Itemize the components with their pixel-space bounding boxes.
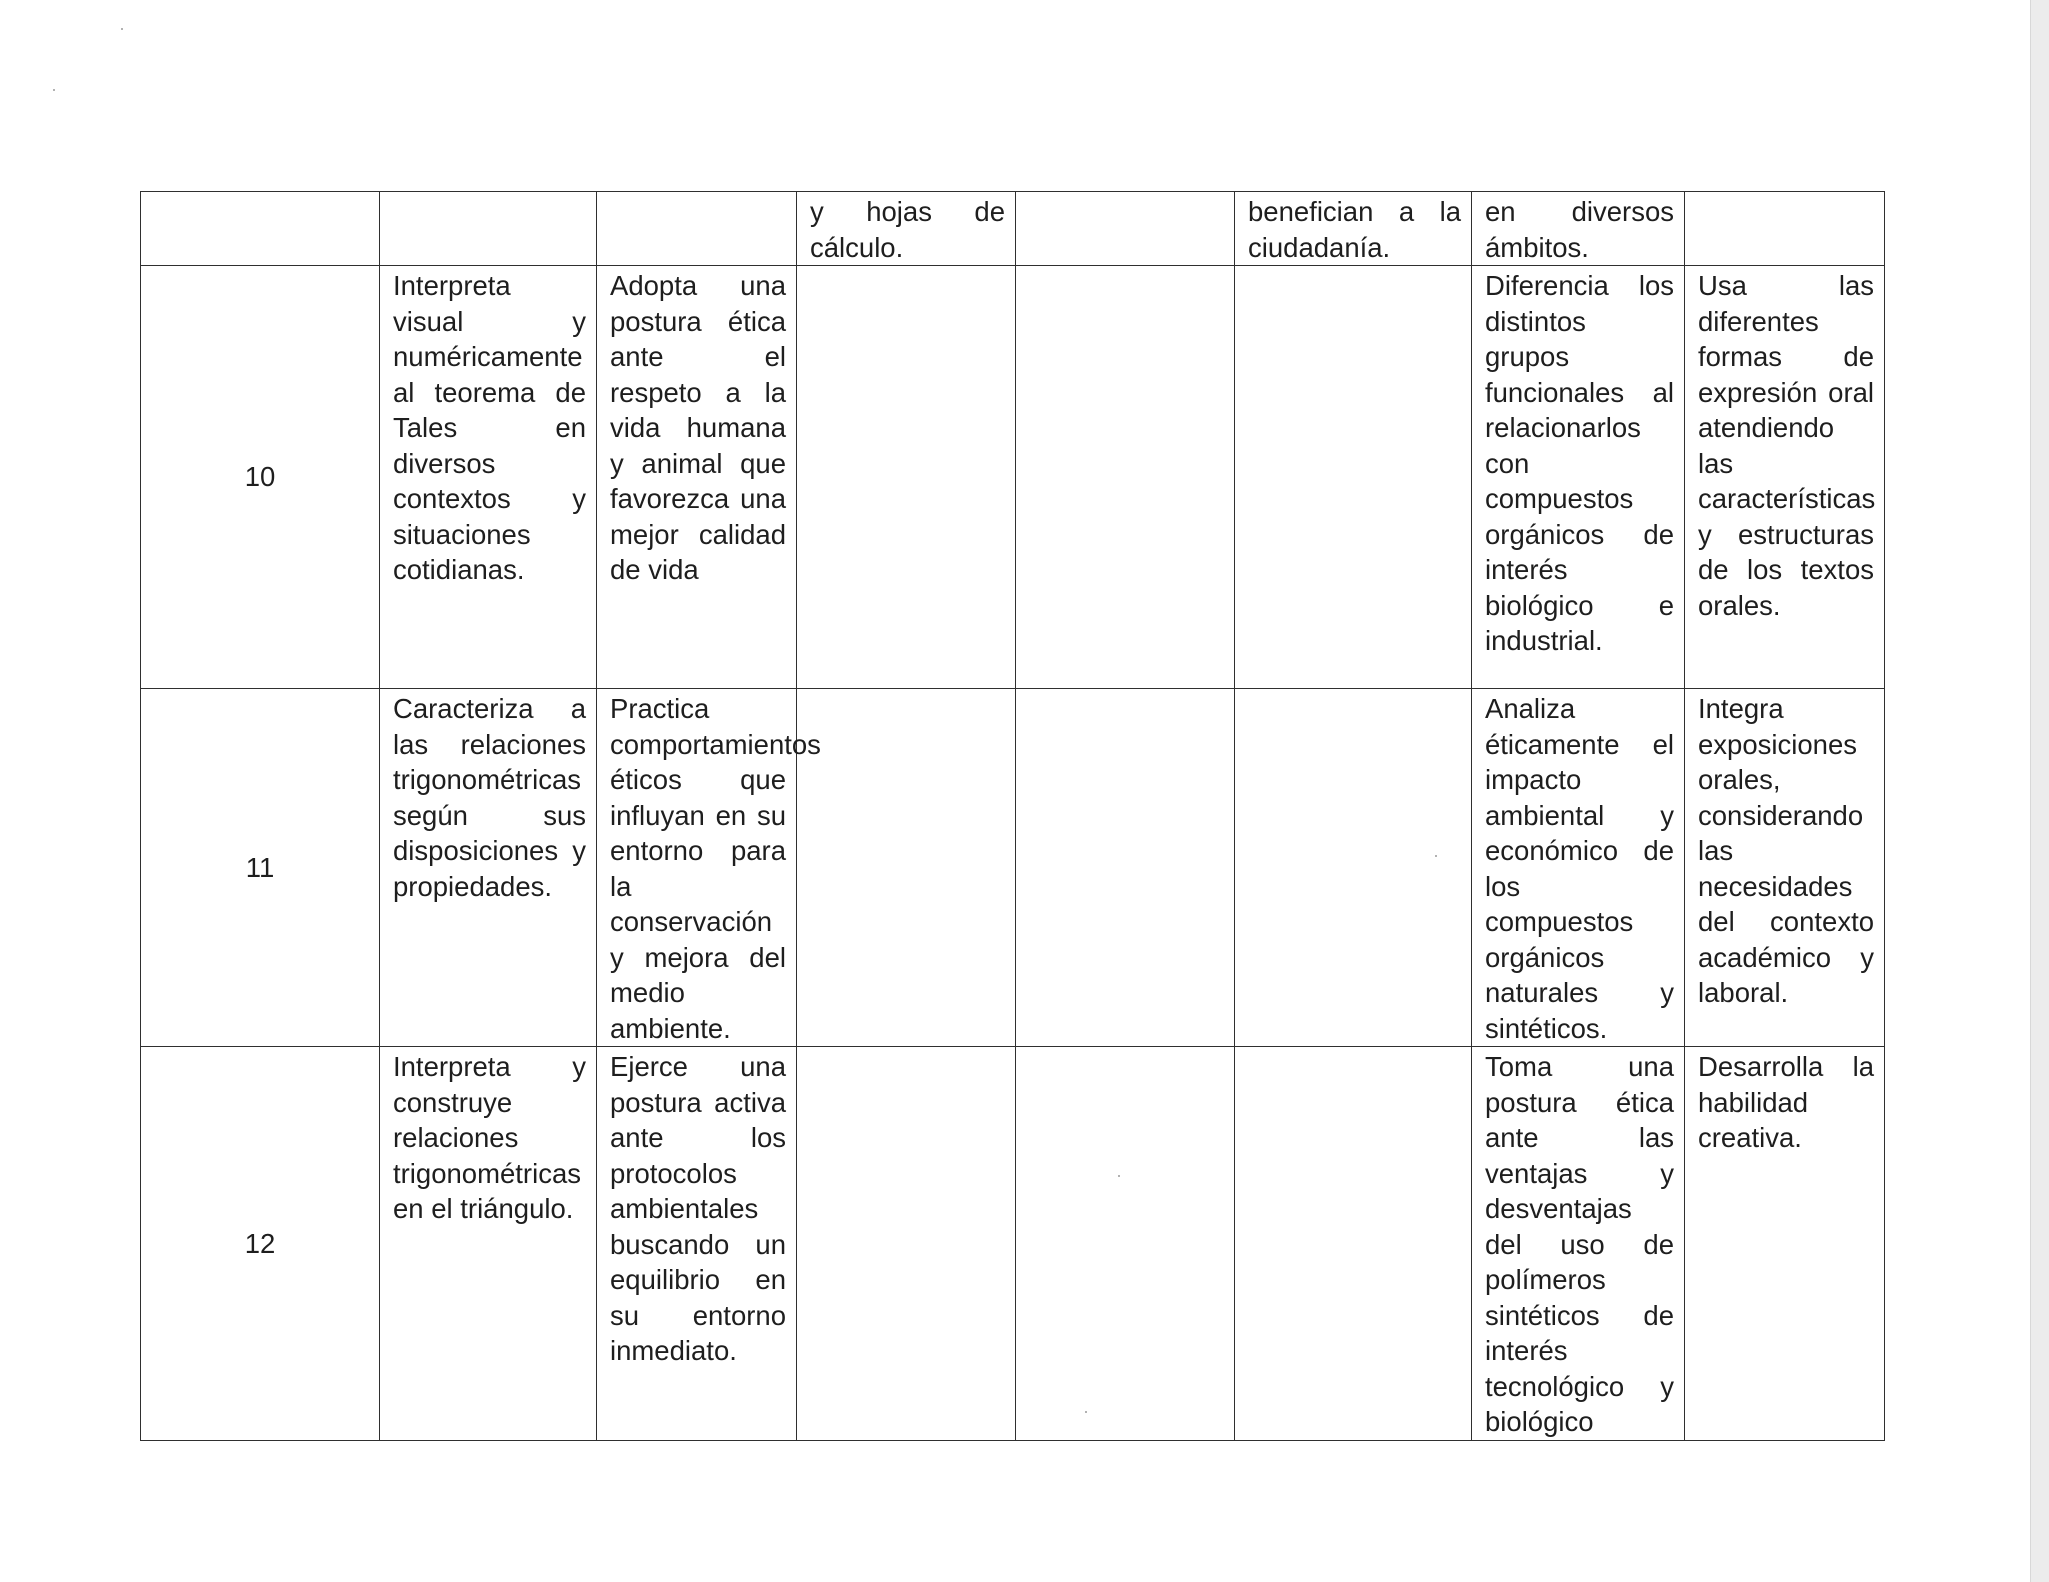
table-cell: Analiza éticamente el impacto ambiental y económico de los compuestos orgánicos naturales y sintéticos.: [1472, 689, 1685, 1047]
table-cell: Practica comportamientos éticos que influyan en su entorno para la conservación y mejora del medio ambiente.: [597, 689, 797, 1047]
table-cell: [1016, 1047, 1235, 1441]
scan-speck: [121, 28, 123, 30]
row-number: 11: [141, 689, 380, 1047]
table-cell: Integra exposiciones orales, considerando las necesidades del contexto académico y laboral.: [1685, 689, 1885, 1047]
table-row-10: [141, 266, 1885, 689]
table-row-11: [141, 689, 1885, 1047]
table-cell: [1235, 689, 1472, 1047]
table-cell: Interpreta visual y numéricamente al teorema de Tales en diversos contextos y situaciones cotidianas.: [380, 266, 597, 689]
table-cell: Diferencia los distintos grupos funcionales al relacionarlos con compuestos orgánicos de interés biológico e industrial.: [1472, 266, 1685, 689]
row-number: 12: [141, 1047, 380, 1441]
competencies-table: [140, 191, 1885, 1441]
scan-speck: [53, 89, 55, 91]
table-cell: [1016, 266, 1235, 689]
continued-cell-5: benefician a la ciudadanía.: [1235, 192, 1472, 266]
continued-row: [141, 192, 1885, 266]
table-cell: Usa las diferentes formas de expresión oral atendiendo las características y estructuras de los textos orales.: [1685, 266, 1885, 689]
continued-cell-7: [1685, 192, 1885, 266]
table-cell: [797, 1047, 1016, 1441]
continued-cell-1: [380, 192, 597, 266]
continued-cell-2: [597, 192, 797, 266]
table-cell: [1235, 1047, 1472, 1441]
page-edge-shadow: [2030, 0, 2049, 1582]
continued-cell-6: en diversos ámbitos.: [1472, 192, 1685, 266]
table-cell: [1016, 689, 1235, 1047]
table-cell: Caracteriza a las relaciones trigonométricas según sus disposiciones y propiedades.: [380, 689, 597, 1047]
row-number: 10: [141, 266, 380, 689]
table-cell: Adopta una postura ética ante el respeto a la vida humana y animal que favorezca una mejor calidad de vida: [597, 266, 797, 689]
table-row-12: [141, 1047, 1885, 1441]
table-cell: [797, 266, 1016, 689]
table-cell: Interpreta y construye relaciones trigonométricas en el triángulo.: [380, 1047, 597, 1441]
continued-cell-3: y hojas de cálculo.: [797, 192, 1016, 266]
continued-cell-4: [1016, 192, 1235, 266]
table-cell: Desarrolla la habilidad creativa.: [1685, 1047, 1885, 1441]
table-cell: [1235, 266, 1472, 689]
table-cell: Ejerce una postura activa ante los protocolos ambientales buscando un equilibrio en su entorno inmediato.: [597, 1047, 797, 1441]
table-cell: [797, 689, 1016, 1047]
continued-cell-number: [141, 192, 380, 266]
table-cell: Toma una postura ética ante las ventajas y desventajas del uso de polímeros sintéticos de interés tecnológico y biológico: [1472, 1047, 1685, 1441]
